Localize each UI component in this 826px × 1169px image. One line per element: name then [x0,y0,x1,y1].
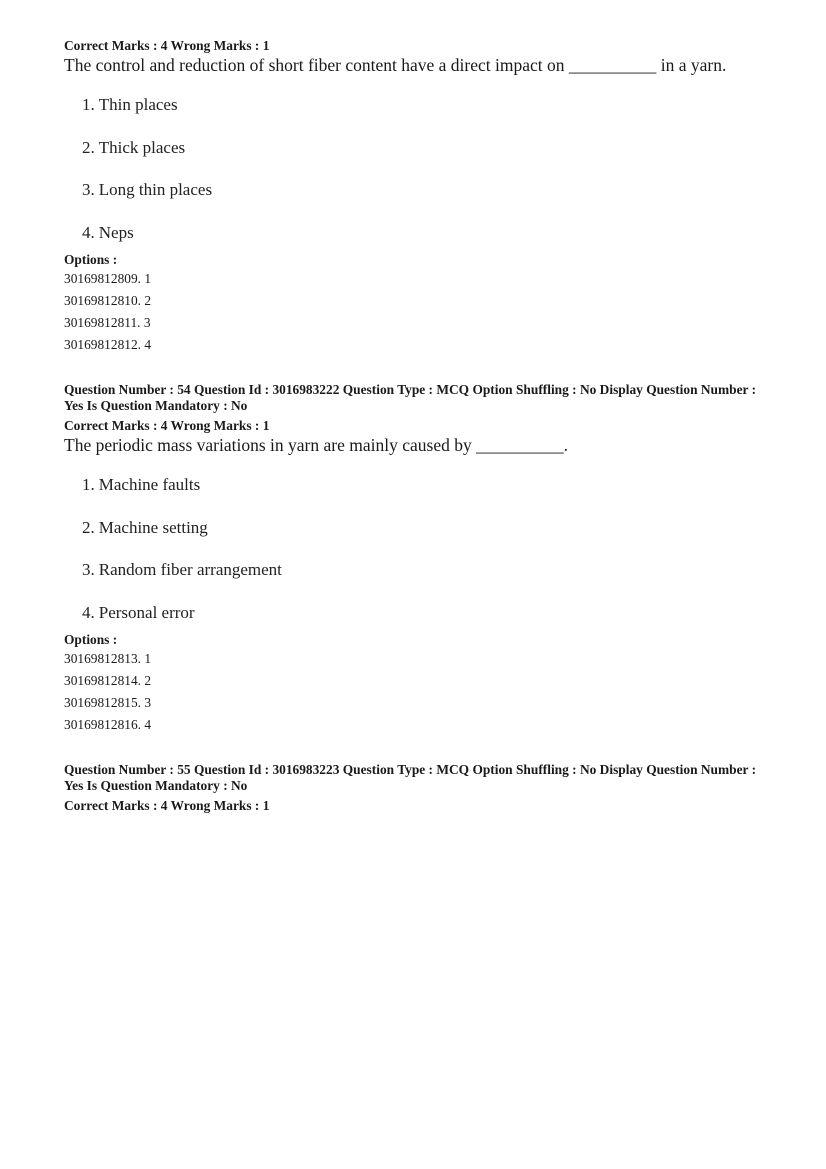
options-label: Options : [64,632,118,647]
choice-item: 3. Long thin places [82,180,213,199]
choice-item: 1. Machine faults [82,475,201,494]
choice-item: 2. Machine setting [82,517,208,537]
option-id: 30169812812. 4 [64,337,152,352]
option-id: 30169812810. 2 [64,293,152,308]
option-id: 30169812809. 1 [64,271,152,286]
marks-line: Correct Marks : 4 Wrong Marks : 1 [64,418,270,433]
option-id: 30169812813. 1 [64,651,152,666]
marks-line: Correct Marks : 4 Wrong Marks : 1 [64,798,270,813]
option-id: 30169812815. 3 [64,695,152,710]
question-text: The control and reduction of short fiber content have a direct impact on __________ in a yarn. [64,55,727,75]
question-header: Question Number : 55 Question Id : 3016983223 Question Type : MCQ Option Shuffling : No Display Question Number : Yes Is Question Mandatory : No [64,762,757,793]
question-block-55 [64,762,764,814]
option-id: 30169812816. 4 [64,717,152,732]
question-block-54 [64,382,764,736]
choice-item: 4. Neps [82,222,134,242]
choice-item: 2. Thick places [82,137,186,157]
options-label: Options : [64,252,118,267]
option-id: 30169812814. 2 [64,673,152,688]
exam-page [64,38,764,814]
question-header: Question Number : 54 Question Id : 3016983222 Question Type : MCQ Option Shuffling : No Display Question Number : Yes Is Question Mandatory : No [64,382,757,413]
question-block-53 [64,38,764,356]
choice-list [64,94,764,264]
choice-list [64,474,764,644]
marks-line: Correct Marks : 4 Wrong Marks : 1 [64,38,270,53]
choice-item: 1. Thin places [82,95,178,114]
choice-item: 4. Personal error [82,602,195,622]
question-text: The periodic mass variations in yarn are mainly caused by __________. [64,435,568,455]
choice-item: 3. Random fiber arrangement [82,560,282,579]
option-id: 30169812811. 3 [64,315,151,330]
